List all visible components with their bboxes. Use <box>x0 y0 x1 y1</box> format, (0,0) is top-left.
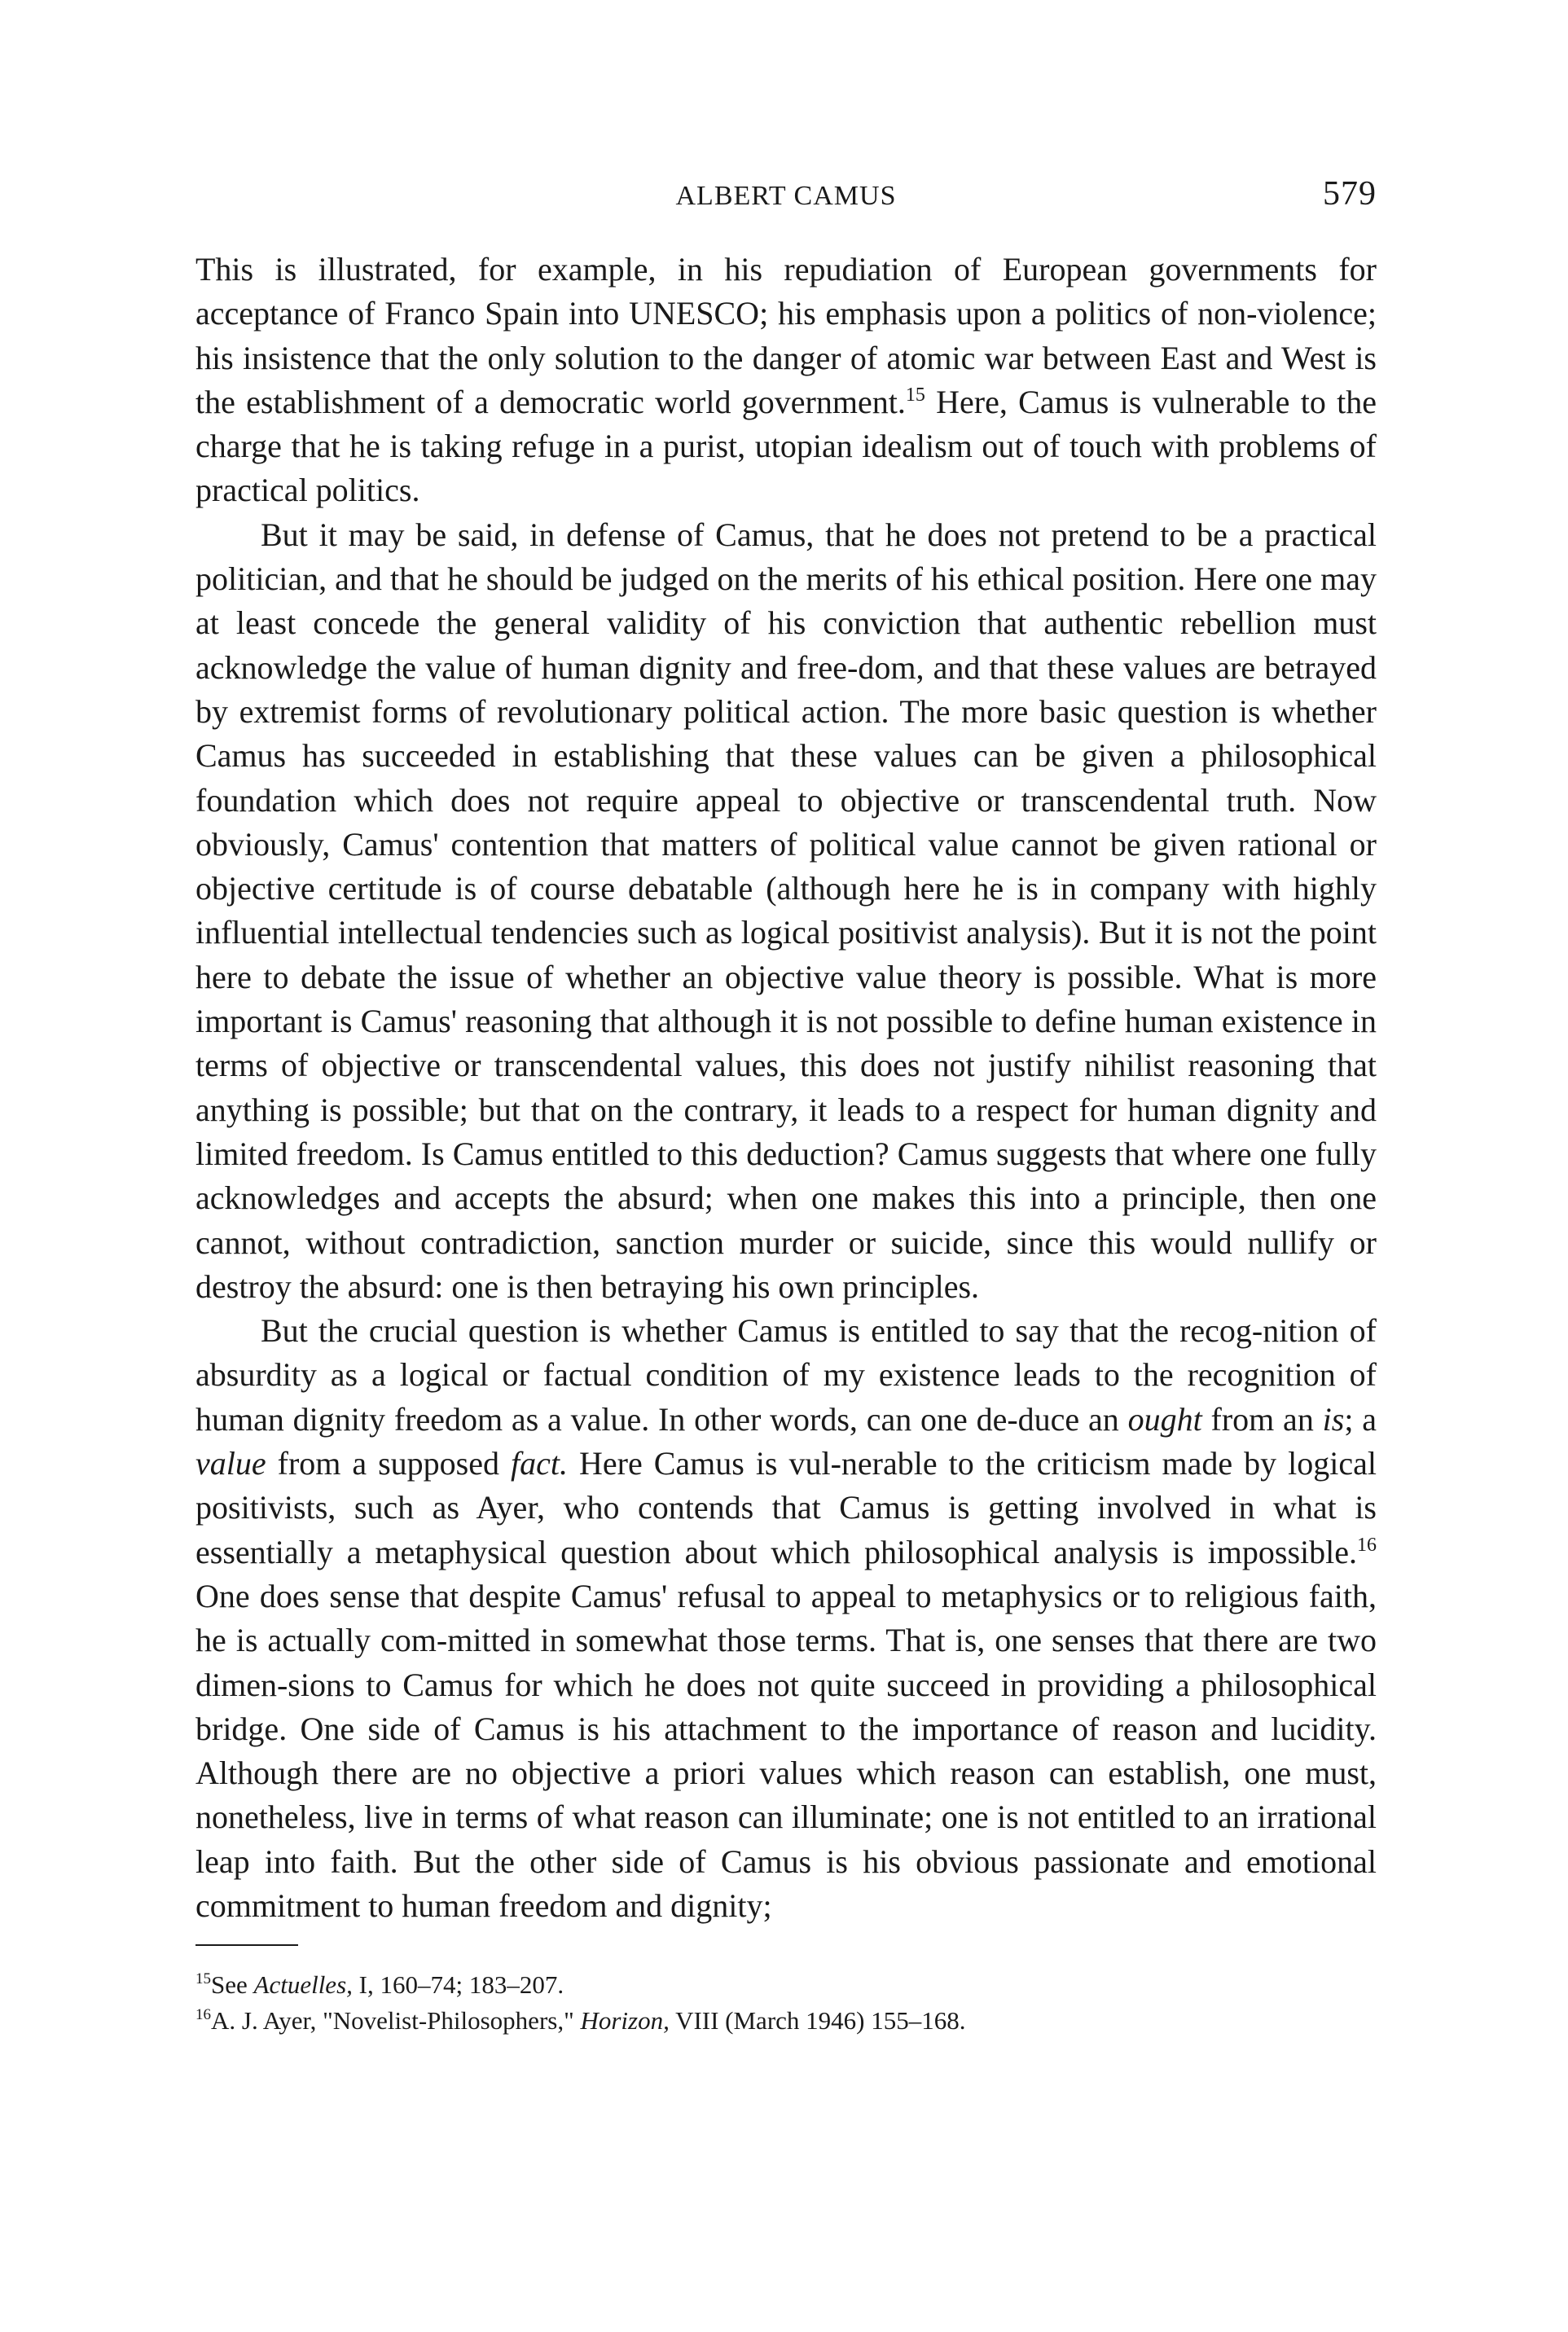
footnote-text: See <box>211 1970 254 2000</box>
footnote-rule <box>195 1944 298 1946</box>
italic-fact: fact. <box>511 1445 568 1482</box>
paragraph-1-text-a: This is illustrated, for example, in his repudiation of European governments for acceptance of Franco Spain into UNESCO; his emphasis upon a politics of non-violence; his insistence that the only solution to the danger of atomic war between East and West is the establishment of a democratic world government. <box>195 251 1377 420</box>
footnote-title: Horizon, <box>580 2006 670 2036</box>
paragraph-3-text-e: Here Camus is vul-nerable to the criticism made by logical positivists, such as Ayer, who contends that Camus is getting involved in what is essentially a metaphysical question about which philosophical analysis is impossible. <box>195 1445 1377 1570</box>
running-head <box>195 171 1377 220</box>
footnote-ref-16: 16 <box>1357 1534 1377 1556</box>
footnote-15 <box>195 1967 1377 2003</box>
footnote-text: VIII (March 1946) 155–168. <box>669 2006 966 2036</box>
footnote-number: 16 <box>195 2006 211 2024</box>
page-number: 579 <box>1323 175 1377 213</box>
footnote-text: A. J. Ayer, "Novelist-Philosophers," <box>211 2006 581 2036</box>
footnote-title: Actuelles, <box>253 1970 353 2000</box>
paragraph-1-text-b: Here, Camus is vulnerable to the charge that he is taking refuge in a purist, utopian idealism out of touch with problems of practical politics. <box>195 383 1377 509</box>
paragraph-1 <box>195 248 1377 513</box>
paragraph-3-text-c: ; a <box>1344 1400 1377 1438</box>
footnote-text: I, 160–74; 183–207. <box>352 1970 564 2000</box>
footnotes <box>195 1967 1377 2039</box>
paragraph-2-text: But it may be said, in defense of Camus, that he does not pretend to be a practical politician, and that he should be judged on the merits of his ethical position. Here one may at least concede the general validity of his conviction that authentic rebellion must acknowledge the value of human dignity and free-dom, and that these values are betrayed by extremist forms of revolutionary political action. The more basic question is whether Camus has succeeded in establishing that these values can be given a philosophical foundation which does not require appeal to objective or transcendental truth. Now obviously, Camus' contention that matters of political value cannot be given rational or objective certitude is of course debatable (although here he is in company with highly influential intellectual tendencies such as logical positivist analysis). But it is not the point here to debate the issue of whether an objective value theory is possible. What is more important is Camus' reasoning that although it is not possible to define human existence in terms of objective or transcendental values, this does not justify nihilist reasoning that anything is possible; but that on the contrary, it leads to a respect for human dignity and limited freedom. Is Camus entitled to this deduction? Camus suggests that where one fully acknowledges and accepts the absurd; when one makes this into a principle, then one cannot, without contradiction, sanction murder or suicide, since this would nullify or destroy the absurd: one is then betraying his own principles. <box>195 516 1377 1305</box>
footnote-number: 15 <box>195 1970 211 1988</box>
paragraph-3-text-f: One does sense that despite Camus' refusal to appeal to metaphysics or to religious faith, he is actually com-mitted in somewhat those terms. That is, one senses that there are two dimen-sions to Camus for which he does not quite succeed in providing a philosophical bridge. One side of Camus is his attachment to the importance of reason and lucidity. Although there are no objective a priori values which reason can establish, one must, nonetheless, live in terms of what reason can illuminate; one is not entitled to an irrational leap into faith. But the other side of Camus is his obvious passionate and emotional commitment to human freedom and dignity; <box>195 1577 1377 1924</box>
paragraph-2 <box>195 513 1377 1309</box>
italic-is: is <box>1322 1400 1345 1438</box>
paragraph-3 <box>195 1309 1377 1928</box>
body-text <box>195 248 1377 1928</box>
italic-value: value <box>195 1445 266 1482</box>
footnote-16 <box>195 2003 1377 2039</box>
running-head-title: ALBERT CAMUS <box>675 181 897 211</box>
footnote-ref-15: 15 <box>905 384 925 406</box>
paragraph-3-text-d: from a supposed <box>266 1445 512 1482</box>
paragraph-3-text-a: But the crucial question is whether Camus is entitled to say that the recog-nition of absurdity as a logical or factual condition of my existence leads to the recognition of human dignity freedom as a value. In other words, can one de-duce an <box>195 1312 1377 1438</box>
page <box>195 171 1377 2039</box>
italic-ought: ought <box>1127 1400 1202 1438</box>
paragraph-3-text-b: from an <box>1201 1400 1323 1438</box>
